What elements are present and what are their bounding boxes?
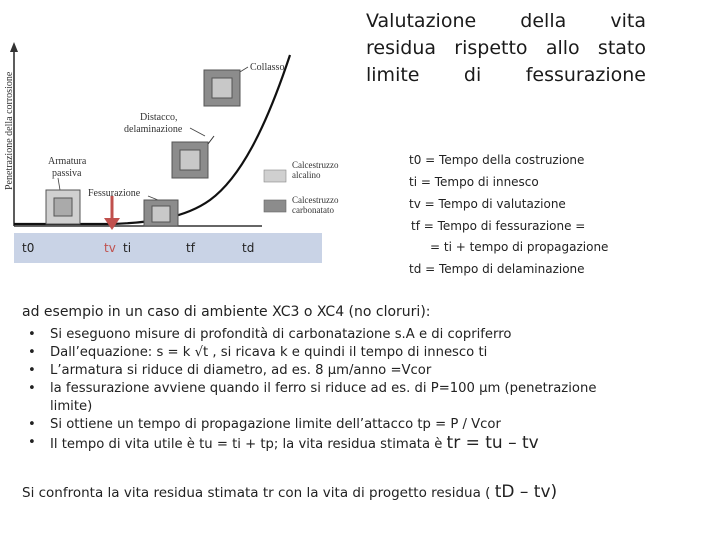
conclusion-formula: tD – tv)	[494, 482, 558, 502]
title-line-1: Valutazione della vita	[366, 10, 646, 32]
label-distacco-1: Distacco,	[140, 112, 178, 123]
key-carbonatato-2: carbonatato	[292, 205, 334, 215]
key-swatch-carbonatato	[264, 200, 286, 212]
label-armatura-1: Armatura	[48, 156, 87, 167]
bullet-item: • L’armatura si riduce di diametro, ad es. 8 µm/anno =Vcor	[28, 363, 432, 378]
bullet-text: Si ottiene un tempo di propagazione limite dell’attacco tp = P / Vcor	[50, 417, 501, 432]
bullet-text: Si eseguono misure di profondità di carbonatazione s.A e di copriferro	[50, 327, 512, 342]
legend-tf-line1: tf = Tempo di fessurazione =	[411, 219, 586, 233]
leader-fessurazione	[148, 196, 158, 200]
bullet-item: • Si eseguono misure di profondità di carbonatazione s.A e di copriferro	[28, 327, 512, 342]
time-label-ti: ti	[123, 241, 132, 255]
time-label-tf: tf	[186, 241, 195, 255]
section-icon-armatura	[46, 190, 80, 224]
section-icon-distacco	[172, 136, 214, 178]
time-axis-band	[14, 233, 322, 263]
legend-ti: ti = Tempo di innesco	[409, 175, 539, 189]
key-alcalino-2: alcalino	[292, 170, 321, 180]
legend-tv	[409, 197, 566, 211]
key-alcalino-1: Calcestruzzo	[292, 160, 339, 170]
section-icon-collasso	[204, 70, 240, 106]
y-axis-arrow	[10, 42, 18, 52]
label-distacco-2: delaminazione	[124, 124, 183, 135]
bullet-item: • Dall’equazione: s = k √t , si ricava k e quindi il tempo di innesco ti	[28, 345, 488, 360]
title-line-2: residua rispetto allo stato	[366, 37, 646, 59]
bullet-item: • Si ottiene un tempo di propagazione limite dell’attacco tp = P / Vcor	[28, 417, 501, 432]
bullet-list	[22, 326, 622, 454]
section-icon-fessurazione	[144, 200, 178, 226]
corrosion-diagram	[0, 40, 339, 272]
bullet-text: L’armatura si riduce di diametro, ad es. 8 µm/anno =Vcor	[50, 363, 432, 378]
y-axis-label: Penetrazione della corrosione	[4, 71, 15, 190]
bullet-text: Dall’equazione: s = k √t , si ricava k e quindi il tempo di innesco ti	[50, 345, 488, 360]
label-armatura-2: passiva	[52, 168, 82, 179]
time-label-t0: t0	[22, 241, 35, 255]
key-carbonatato-1: Calcestruzzo	[292, 195, 339, 205]
slide-title	[366, 8, 646, 89]
legend-td: td = Tempo di delaminazione	[409, 262, 585, 276]
bullet-text: Il tempo di vita utile è tu = ti + tp; la vita residua stimata è	[50, 437, 443, 452]
legend-t0: t0 = Tempo della costruzione	[409, 153, 585, 167]
bullet-item: • la fessurazione avviene quando il ferro si riduce ad es. di P=100 µm (penetrazione limite)	[28, 381, 597, 414]
key-swatch-alcalino	[264, 170, 286, 182]
time-label-td: td	[242, 241, 255, 255]
example-intro: ad esempio in un caso di ambiente XC3 o XC4 (no cloruri):	[22, 304, 431, 320]
legend-tv-text: tv = Tempo di valutazione	[409, 197, 566, 211]
label-fessurazione: Fessurazione	[88, 188, 141, 199]
conclusion-text: Si confronta la vita residua stimata tr con la vita di progetto residua (	[22, 485, 491, 501]
bullet-item: • Il tempo di vita utile è tu = ti + tp; la vita residua stimata è tr = tu – tv	[28, 433, 539, 453]
time-label-tv: tv	[104, 241, 116, 255]
conclusion	[22, 482, 557, 502]
bullet-text: la fessurazione avviene quando il ferro si riduce ad es. di P=100 µm (penetrazione limite)	[50, 381, 597, 414]
legend-tf-line2: = ti + tempo di propagazione	[430, 240, 609, 254]
label-collasso: Collasso	[250, 62, 285, 73]
residual-life-formula: tr = tu – tv	[446, 433, 539, 453]
title-line-3: limite di fessurazione	[366, 64, 646, 86]
leader-armatura	[58, 178, 60, 190]
leader-distacco	[190, 128, 205, 136]
